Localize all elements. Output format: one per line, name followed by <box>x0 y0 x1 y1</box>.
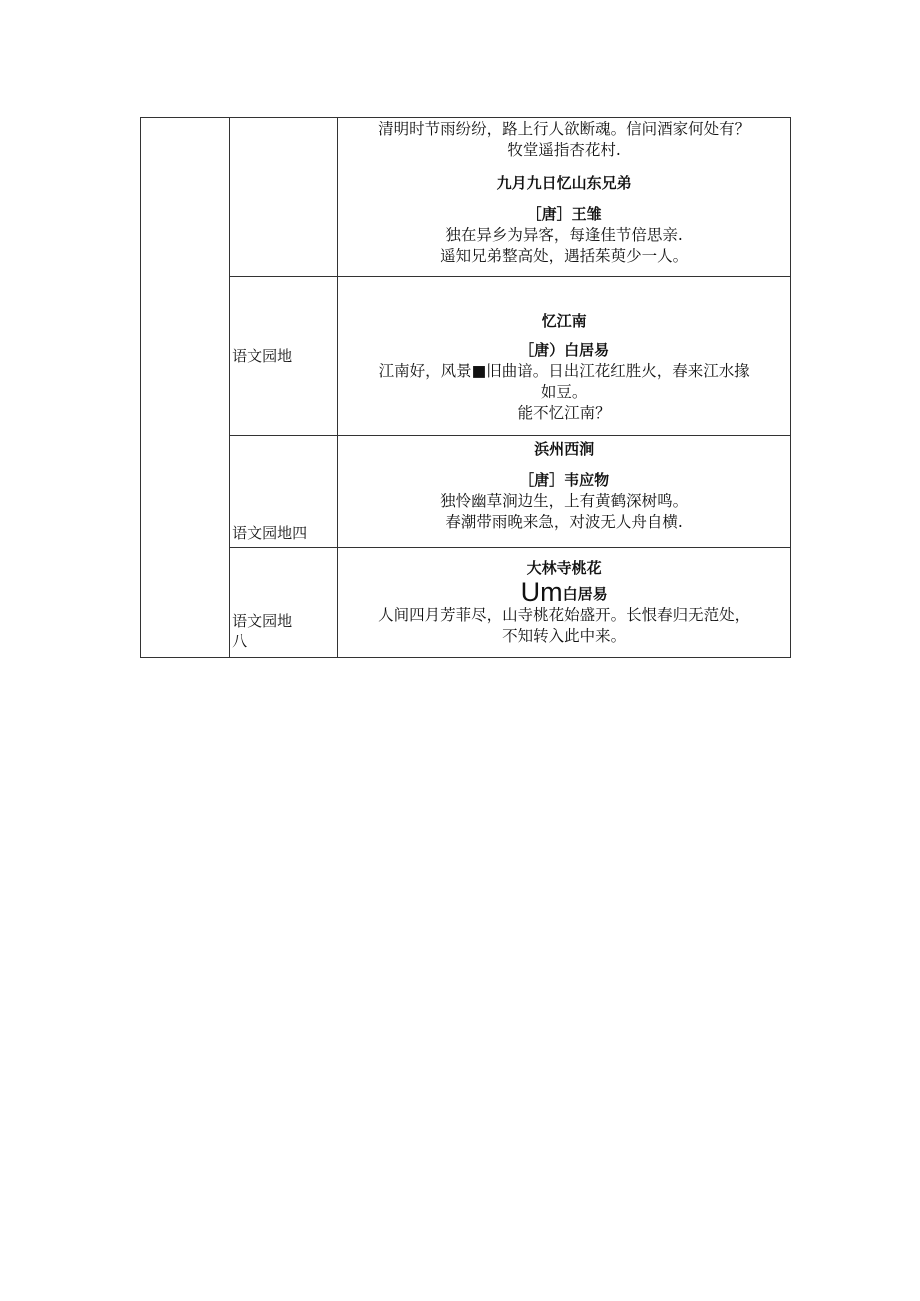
table-row <box>141 436 791 548</box>
poem-line: 牧堂遥指杏花村. <box>507 141 621 159</box>
unit-label: 语文园地 <box>232 347 293 365</box>
unit-cell <box>230 277 338 436</box>
author-prefix: Um <box>520 577 563 607</box>
poem-line: 不知转入此中来。 <box>502 627 627 645</box>
poem-line: 独在异乡为异客，每逢佳节倍思亲. <box>445 226 683 244</box>
poetry-table <box>140 117 791 658</box>
poem-line: 独怜幽草涧边生，上有黄鹤深树鸣。 <box>440 492 689 510</box>
poem-line: 如豆。 <box>540 383 588 401</box>
poem-line: 人间四月芳菲尽，山寺桃花始盛开。长恨春归无范处， <box>378 606 751 624</box>
unit-cell <box>230 436 338 548</box>
poem-cell <box>338 548 791 658</box>
poem-author: ［唐）白居易 <box>519 341 610 359</box>
poem-title: 九月九日忆山东兄弟 <box>496 174 632 192</box>
poem-author <box>340 579 788 605</box>
grade-cell <box>141 118 230 658</box>
unit-cell <box>230 548 338 658</box>
poem-title: 浜州西涧 <box>534 440 595 458</box>
poem-line: 春潮带雨晚来急，对波无人舟自横. <box>445 513 683 531</box>
poem-author: ［唐］王雏 <box>526 205 602 223</box>
table-row <box>141 277 791 436</box>
unit-cell <box>230 118 338 277</box>
poem-title: 大林寺桃花 <box>526 559 602 577</box>
poem-cell <box>338 277 791 436</box>
poem-line: 能不忆江南？ <box>517 404 611 422</box>
table-row <box>141 118 791 277</box>
poem-cell <box>338 118 791 277</box>
poem-line: 清明时节雨纷纷，路上行人欲断魂。信问酒家何处有？ <box>378 120 751 138</box>
poem-cell <box>338 436 791 548</box>
table-row <box>141 548 791 658</box>
poem-author: ［唐］韦应物 <box>519 471 610 489</box>
unit-label: 八 <box>232 632 248 650</box>
poem-line: 遥知兄弟整高处，遇括茱萸少一人。 <box>440 247 689 265</box>
poem-line: 江南好，风景■旧曲谙。日出江花红胜火，春来江水掾 <box>378 362 750 380</box>
unit-label: 语文园地四 <box>232 524 308 542</box>
poem-title: 忆江南 <box>541 312 587 330</box>
author-name: 白居易 <box>562 585 608 603</box>
unit-label: 语文园地 <box>232 612 293 630</box>
